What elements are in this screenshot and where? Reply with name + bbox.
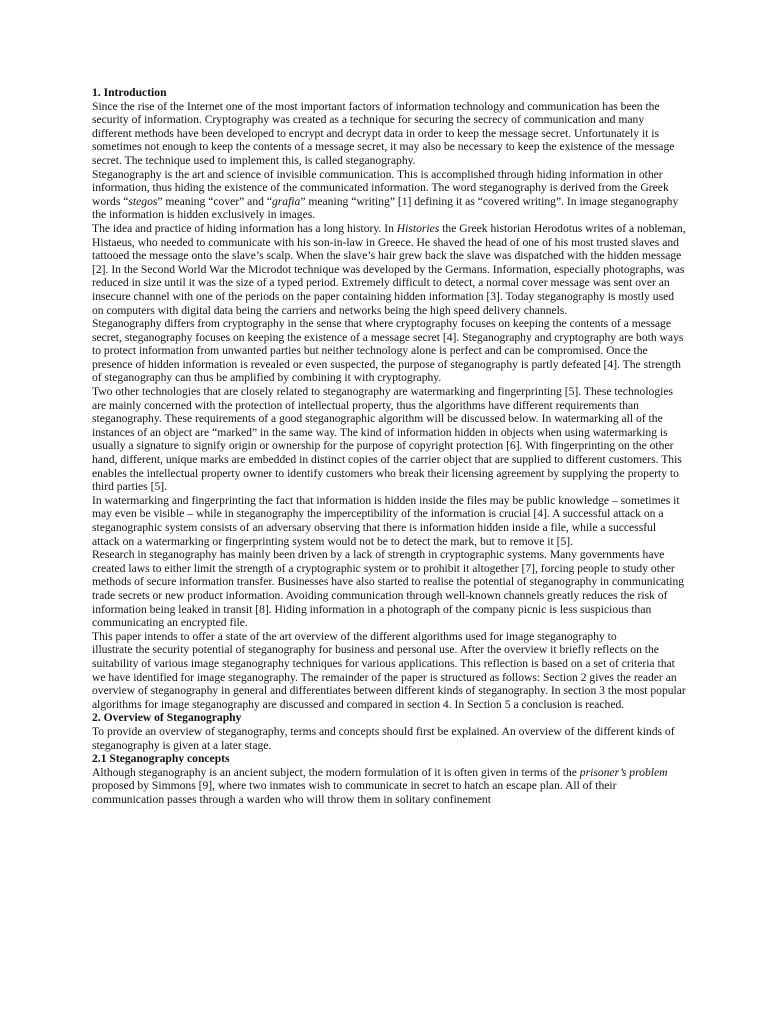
paragraph-cryptography: Steganography differs from cryptography in the sense that where cryptography focuses on keeping the contents of a message secret, steganography focuses on keeping the existence of a message secret [4]. Steganography and cryptography are both ways to protect information from unwanted parties but neither technology alone is perfect and can be compromised. Once the presence of hidden information is revealed or even suspected, the purpose of steganography is partly defeated [4]. The strength of steganography can thus be amplified by combining it with cryptography. [92, 317, 684, 385]
text-run: proposed by Simmons [9], where two inmates wish to communicate in secret to hatch an escape plan. All of their communication passes through a warden who will throw them in solitary confinement [92, 779, 617, 806]
italic-term-histories: Histories [396, 221, 440, 235]
document-page [92, 86, 686, 806]
paragraph-fingerprinting: In watermarking and fingerprinting the fact that information is hidden inside the files may be public knowledge – sometimes it may even be visible – while in steganography the imperceptibility of the information is crucial [4]. A successful attack on a steganographic system consists of an adversary observing that there is information hidden inside a file, while a successful attack on a watermarking or fingerprinting system would not be to detect the mark, but to remove it [5]. [92, 493, 680, 548]
paragraph-structure: illustrate the security potential of steganography for business and personal use. After the overview it briefly reflects on the suitability of various image steganography techniques for various applications. This reflection is based on a set of criteria that we have identified for image steganography. The remainder of the paper is structured as follows: Section 2 gives the reader an overview of steganography in general and differentiates between different kinds of steganography. In section 3 the most popular algorithms for image steganography are discussed and compared in section 4. In Section 5 a conclusion is reached. [92, 643, 686, 711]
text-run: The idea and practice of hiding information has a long history. In [92, 221, 397, 235]
text-run: Steganography is the art and science of invisible communication. This is accomplished through hiding information in other information, thus hiding the existence of the communicated information. The word steganography is derived from the Greek words “ [92, 167, 669, 208]
section-heading-introduction: 1. Introduction [92, 86, 167, 99]
subsection-heading-concepts: 2.1 Steganography concepts [92, 752, 230, 766]
paragraph-definition [92, 168, 686, 222]
text-run: ” meaning “writing” [1] defining it as “covered writing”. In image steganography the information is hidden exclusively in images. [92, 194, 679, 222]
paragraph-intro: Since the rise of the Internet one of the most important factors of information technology and communication has been the security of information. Cryptography was created as a technique for securing the secrecy of communication and many different methods have been developed to encrypt and decrypt data in order to keep the message secret. Unfortunately it is sometimes not enough to keep the contents of a message secret, it may also be necessary to keep the existence of the message secret. The technique used to implement this, is called steganography. [92, 99, 675, 167]
paragraph-intent-line: This paper intends to offer a state of the art overview of the different algorithms used for image steganography to [92, 629, 617, 643]
paragraph-prisoners-problem [92, 766, 686, 807]
paragraph-research: Research in steganography has mainly been driven by a lack of strength in cryptographic systems. Many governments have created laws to either limit the strength of a cryptographic system or to prohibit it altogether [7], forcing people to study other methods of secure information transfer. Businesses have also started to realise the potential of steganography in communicating trade secrets or new product information. Avoiding communication through well-known channels greatly reduces the risk of information being leaked in transit [8]. Hiding information in a photograph of the company picnic is less suspicious than communicating an encrypted file. [92, 548, 685, 630]
section-heading-overview: 2. Overview of Steganography [92, 711, 242, 725]
text-run: Although steganography is an ancient subject, the modern formulation of it is often given in terms of the [92, 765, 580, 779]
italic-term-stegos: stegos [128, 194, 158, 208]
italic-term-grafia: grafia [271, 194, 301, 208]
italic-term-prisoners-problem: prisoner’s problem [579, 765, 668, 779]
paragraph-watermarking: Two other technologies that are closely related to steganography are watermarking and fingerprinting [5]. These technologies are mainly concerned with the protection of intellectual property, thus the algorithms have different requirements than steganography. These requirements of a good steganographic algorithm will be discussed below. In watermarking all of the instances of an object are “marked” in the same way. The kind of information hidden in objects when using watermarking is usually a signature to signify origin or ownership for the purpose of copyright protection [6]. With fingerprinting on the other hand, different, unique marks are embedded in distinct copies of the carrier object that are supplied to different customers. This enables the intellectual property owner to identify customers who break their licensing agreement by supplying the property to third parties [5]. [92, 385, 682, 494]
paragraph-history [92, 222, 686, 317]
paragraph-overview: To provide an overview of steganography, terms and concepts should first be explained. An overview of the different kinds of steganography is given at a later stage. [92, 724, 675, 752]
text-run: ” meaning “cover” and “ [157, 194, 272, 208]
text-run: the Greek historian Herodotus writes of a nobleman, Histaeus, who needed to communicate with his son-in-law in Greece. He shaved the head of one of his most trusted slaves and tattooed the message onto the slave’s scalp. When the slave’s hair grew back the slave was dispatched with the hidden message [2]. In the Second World War the Microdot technique was developed by the Germans. Information, especially photographs, was reduced in size until it was the size of a typed period. Extremely difficult to detect, a normal cover message was sent over an insecure channel with one of the periods on the paper containing hidden information [3]. Today steganography is mostly used on computers with digital data being the carriers and networks being the high speed delivery channels. [92, 221, 686, 317]
